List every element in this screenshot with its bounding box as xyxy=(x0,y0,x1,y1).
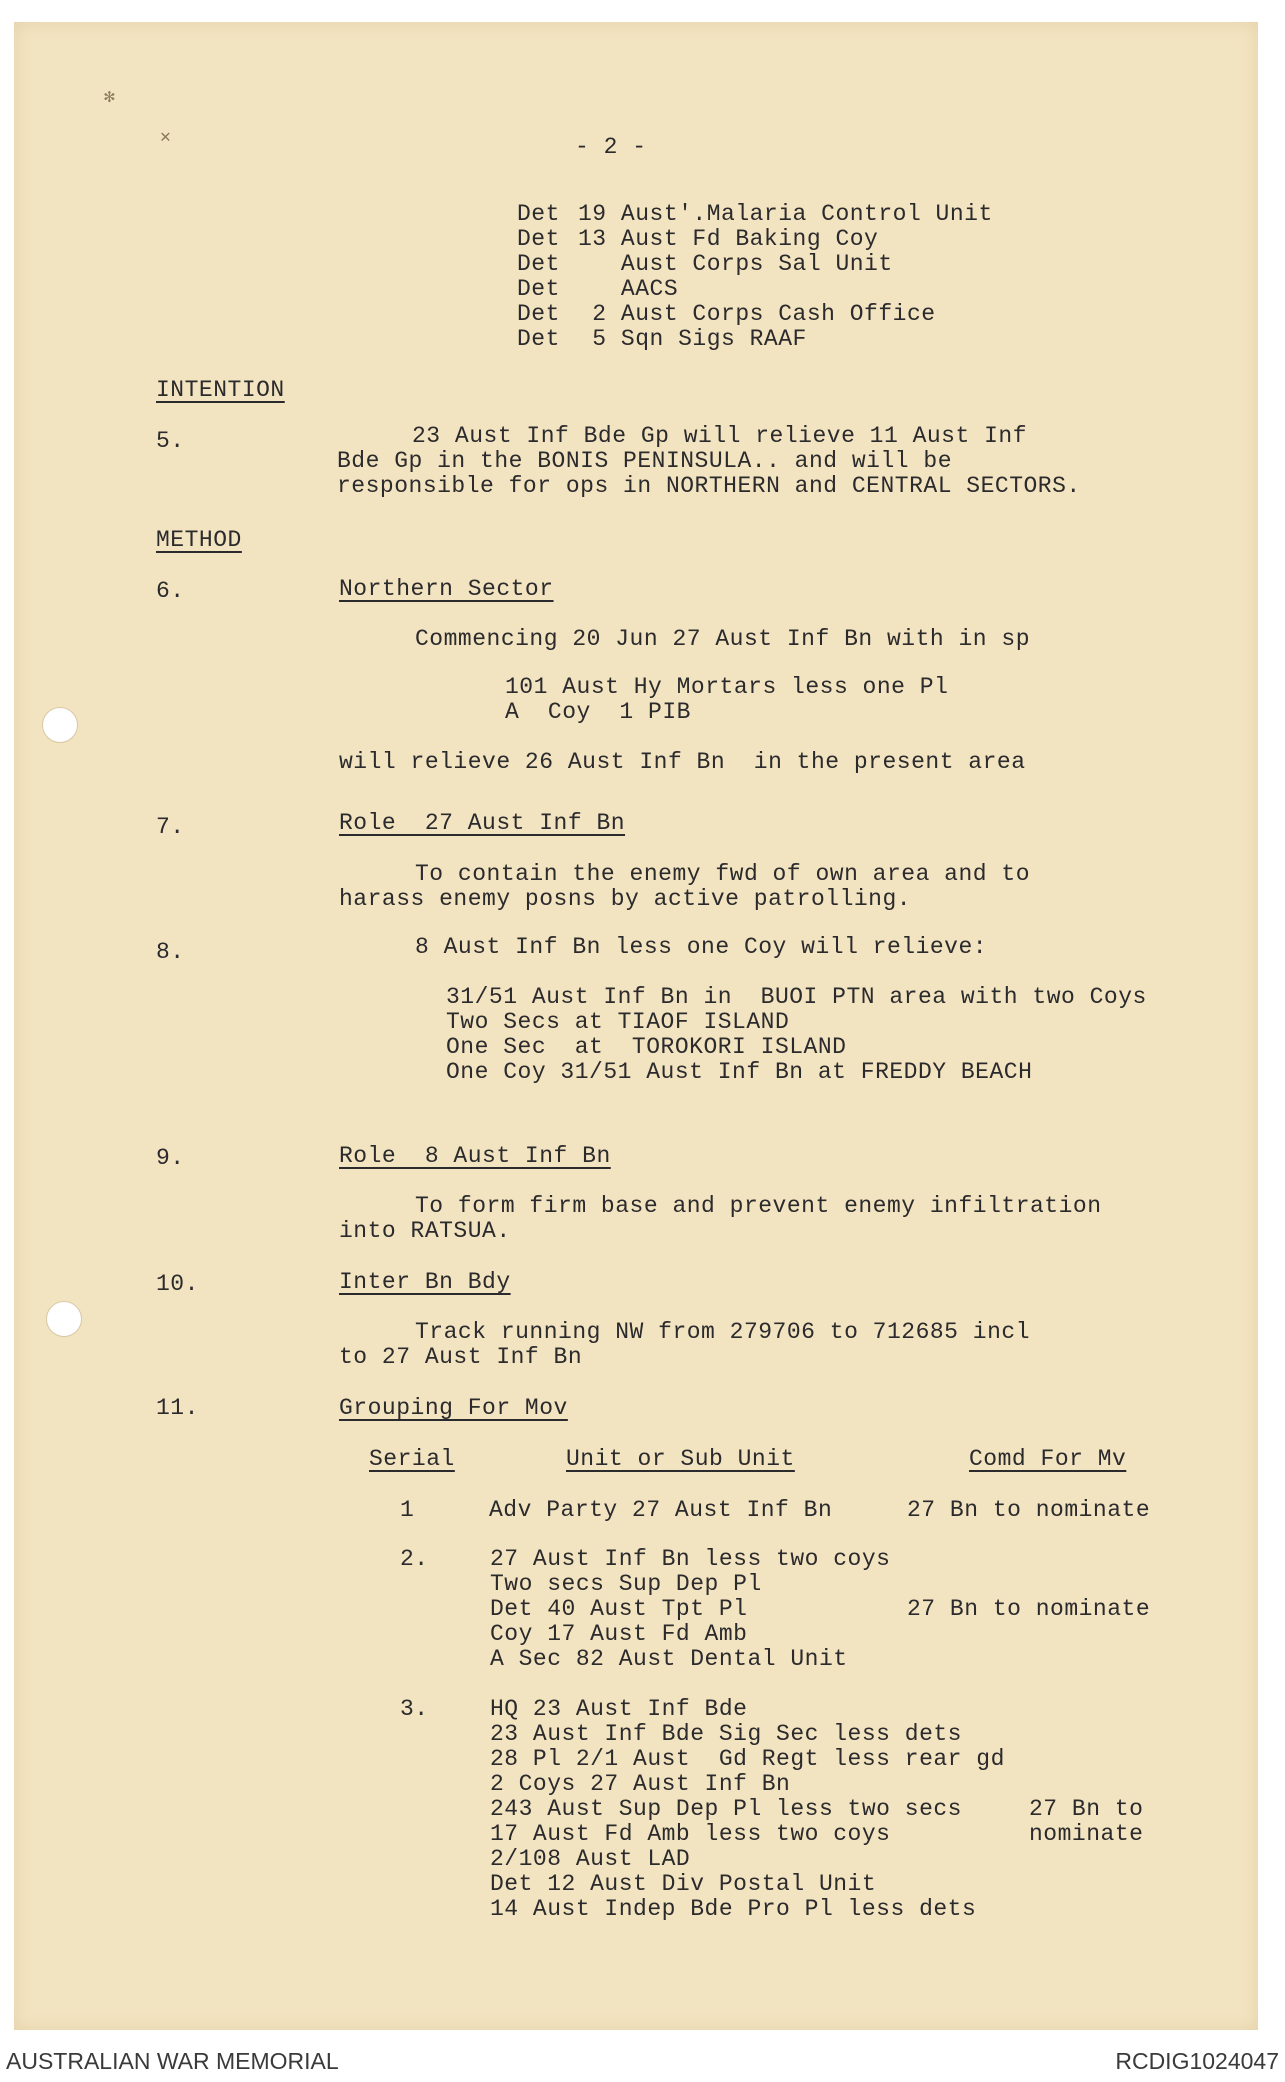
para-number: 7. xyxy=(156,814,185,840)
unit-line: 23 Aust Inf Bde Sig Sec less dets xyxy=(490,1721,962,1747)
comd-line: nominate xyxy=(1029,1821,1144,1847)
relief-item: Two Secs at TIAOF ISLAND xyxy=(446,1009,790,1035)
para-number: 10. xyxy=(156,1271,199,1297)
page-number: - 2 - xyxy=(575,134,647,160)
comd-line: 27 Bn to nominate xyxy=(907,1497,1151,1523)
unit-line: 2/108 Aust LAD xyxy=(490,1846,691,1872)
para-heading: Northern Sector xyxy=(339,576,554,602)
para-text: Track running NW from 279706 to 712685 incl xyxy=(415,1319,1030,1345)
intention-line: Bde Gp in the BONIS PENINSULA.. and will be xyxy=(337,448,952,474)
column-header-serial: Serial xyxy=(369,1446,455,1472)
para-text: To form firm base and prevent enemy infiltration xyxy=(415,1193,1102,1219)
column-header-unit: Unit or Sub Unit xyxy=(566,1446,795,1472)
stain-mark: ✻ xyxy=(104,88,115,108)
intention-line: 23 Aust Inf Bde Gp will relieve 11 Aust Inf xyxy=(412,423,1027,449)
stain-mark: ✕ xyxy=(160,128,171,148)
det-unit: 19 Aust'.Malaria Control Unit xyxy=(578,201,993,227)
intention-heading: INTENTION xyxy=(156,377,285,403)
det-unit: 2 Aust Corps Cash Office xyxy=(578,301,936,327)
unit-line: A Sec 82 Aust Dental Unit xyxy=(490,1646,848,1672)
comd-line: 27 Bn to nominate xyxy=(907,1596,1151,1622)
det-label: Det xyxy=(517,326,560,352)
unit-line: Det 12 Aust Div Postal Unit xyxy=(490,1871,877,1897)
relief-item: One Sec at TOROKORI ISLAND xyxy=(446,1034,847,1060)
unit-line: 243 Aust Sup Dep Pl less two secs xyxy=(490,1796,962,1822)
para-text: 8 Aust Inf Bn less one Coy will relieve: xyxy=(415,934,988,960)
punch-hole xyxy=(46,1301,82,1337)
footer-record-id: RCDIG1024047 xyxy=(1115,2048,1279,2074)
serial-number: 2. xyxy=(400,1546,429,1572)
unit-line: 27 Aust Inf Bn less two coys xyxy=(490,1546,891,1572)
para-heading: Inter Bn Bdy xyxy=(339,1269,511,1295)
para-number: 11. xyxy=(156,1395,199,1421)
para-text: into RATSUA. xyxy=(339,1218,511,1244)
unit-line: Coy 17 Aust Fd Amb xyxy=(490,1621,748,1647)
det-label: Det xyxy=(517,301,560,327)
para-text: To contain the enemy fwd of own area and to xyxy=(415,861,1030,887)
para-number: 5. xyxy=(156,428,185,454)
para-number: 9. xyxy=(156,1145,185,1171)
support-unit: 101 Aust Hy Mortars less one Pl xyxy=(505,674,949,700)
unit-line: 17 Aust Fd Amb less two coys xyxy=(490,1821,891,1847)
det-label: Det xyxy=(517,226,560,252)
unit-line: 2 Coys 27 Aust Inf Bn xyxy=(490,1771,791,1797)
para-number: 8. xyxy=(156,939,185,965)
unit-line: HQ 23 Aust Inf Bde xyxy=(490,1696,748,1722)
para-text: will relieve 26 Aust Inf Bn in the present area xyxy=(339,749,1026,775)
para-text: Commencing 20 Jun 27 Aust Inf Bn with in sp xyxy=(415,626,1030,652)
intention-line: responsible for ops in NORTHERN and CENTRAL SECTORS. xyxy=(337,473,1081,499)
support-unit: A Coy 1 PIB xyxy=(505,699,691,725)
para-heading: Role 27 Aust Inf Bn xyxy=(339,810,626,836)
method-heading: METHOD xyxy=(156,527,242,553)
column-header-comd: Comd For Mv xyxy=(969,1446,1127,1472)
unit-line: 28 Pl 2/1 Aust Gd Regt less rear gd xyxy=(490,1746,1005,1772)
det-label: Det xyxy=(517,201,560,227)
relief-item: 31/51 Aust Inf Bn in BUOI PTN area with two Coys xyxy=(446,984,1147,1010)
para-text: harass enemy posns by active patrolling. xyxy=(339,886,912,912)
para-heading: Grouping For Mov xyxy=(339,1395,568,1421)
det-label: Det xyxy=(517,251,560,277)
para-number: 6. xyxy=(156,578,185,604)
det-unit: Aust Corps Sal Unit xyxy=(578,251,893,277)
det-unit: 5 Sqn Sigs RAAF xyxy=(578,326,807,352)
unit-line: Adv Party 27 Aust Inf Bn xyxy=(489,1497,833,1523)
punch-hole xyxy=(42,707,78,743)
det-unit: 13 Aust Fd Baking Coy xyxy=(578,226,879,252)
para-text: to 27 Aust Inf Bn xyxy=(339,1344,583,1370)
serial-number: 1 xyxy=(400,1497,415,1523)
para-heading: Role 8 Aust Inf Bn xyxy=(339,1143,611,1169)
det-label: Det xyxy=(517,276,560,302)
det-unit: AACS xyxy=(578,276,679,302)
serial-number: 3. xyxy=(400,1696,429,1722)
footer-source: AUSTRALIAN WAR MEMORIAL xyxy=(6,2048,339,2074)
comd-line: 27 Bn to xyxy=(1029,1796,1144,1822)
unit-line: Det 40 Aust Tpt Pl xyxy=(490,1596,748,1622)
unit-line: 14 Aust Indep Bde Pro Pl less dets xyxy=(490,1896,977,1922)
relief-item: One Coy 31/51 Aust Inf Bn at FREDDY BEACH xyxy=(446,1059,1033,1085)
unit-line: Two secs Sup Dep Pl xyxy=(490,1571,762,1597)
